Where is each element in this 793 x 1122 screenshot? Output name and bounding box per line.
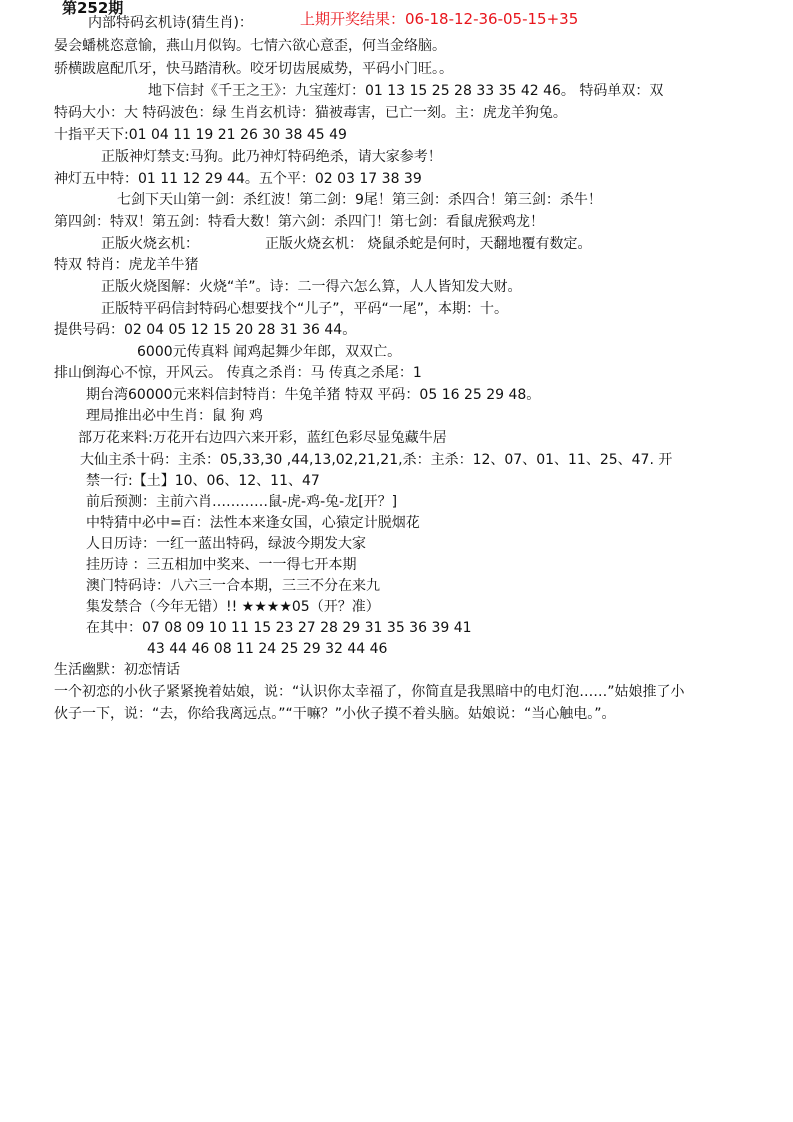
- text-line: 理局推出必中生肖：鼠 狗 鸡: [86, 408, 263, 424]
- text-line: 人日历诗：一红一蓝出特码，绿波今期发大家: [86, 536, 366, 552]
- text-line: 特双 特肖：虎龙羊牛猪: [54, 257, 199, 273]
- text-line: 期台湾60000元来料信封特肖：牛兔羊猪 特双 平码：05 16 25 29 48。: [86, 387, 541, 403]
- text-line: 神灯五中特：01 11 12 29 44。五个平：02 03 17 38 39: [54, 171, 422, 187]
- text-line: 正版特平码信封特码心想要找个“儿子”，平码“一尾”，本期：十。: [101, 301, 509, 317]
- text-line: 骄横跋扈配爪牙，快马踏清秋。咬牙切齿展威势，平码小门旺。。: [54, 61, 453, 77]
- text-line: 特码大小：大 特码波色：绿 生肖玄机诗：猫被毒害，已亡一刻。主：虎龙羊狗兔。: [54, 105, 567, 121]
- text-line: 禁一行:【土】10、06、12、11、47: [86, 473, 320, 489]
- text-line: 43 44 46 08 11 24 25 29 32 44 46: [147, 641, 388, 657]
- text-line: 正版神灯禁支:马狗。此乃神灯特码绝杀，请大家参考！: [101, 149, 442, 165]
- text-line: 大仙主杀十码：主杀：05,33,30 ,44,13,02,21,21,杀：主杀：12、07、01、11、25、47. 开: [80, 452, 673, 468]
- text-line: 十指平天下:01 04 11 19 21 26 30 38 45 49: [54, 127, 347, 143]
- text-line: 集发禁合（今年无错）!! ★★★★05（开？准）: [86, 599, 380, 615]
- text-line: 一个初恋的小伙子紧紧挽着姑娘，说：“认识你太幸福了，你简直是我黑暗中的电灯泡……”姑娘推了小: [54, 684, 685, 700]
- text-line: 地下信封《千王之王》：九宝莲灯：01 13 15 25 28 33 35 42 46。 特码单双：双: [148, 83, 664, 99]
- poem-title: 内部特码玄机诗(猜生肖)：: [88, 15, 253, 31]
- text-line: 七剑下天山第一剑：杀红波！第二剑：9尾！第三剑：杀四合！第三剑：杀牛！: [117, 192, 602, 208]
- text-line: 第四剑：特双！第五剑：特看大数！第六剑：杀四门！第七剑：看鼠虎猴鸡龙！: [54, 214, 544, 230]
- text-line: 挂历诗 ：三五相加中奖来、一一得七开本期: [86, 557, 357, 573]
- text-line: 提供号码：02 04 05 12 15 20 28 31 36 44。: [54, 322, 357, 338]
- text-line: 在其中：07 08 09 10 11 15 23 27 28 29 31 35 36 39 41: [86, 620, 472, 636]
- text-line: 部万花来料:万花开右边四六来开彩，蓝红色彩尽显兔藏牛居: [78, 430, 447, 446]
- issue-number: 第252期: [62, 0, 124, 17]
- last-result: 上期开奖结果：06-18-12-36-05-15+35: [300, 10, 579, 28]
- humor-title: 生活幽默：初恋情话: [54, 662, 180, 678]
- text-line: 中特猜中必中=百：法性本来逢女国，心猿定计脱烟花: [86, 515, 420, 531]
- text-line: 伙子一下，说：“去，你给我离远点。”“干嘛？”小伙子摸不着头脑。姑娘说：“当心触电。”。: [54, 706, 616, 722]
- text-line: 正版火烧玄机：: [101, 236, 199, 252]
- text-line: 前后预测：主前六肖…………鼠-虎-鸡-兔-龙[开？]: [86, 494, 398, 510]
- text-line: 正版火烧图解：火烧“羊”。诗：二一得六怎么算，人人皆知发大财。: [101, 279, 522, 295]
- text-line: 排山倒海心不惊，开风云。 传真之杀肖：马 传真之杀尾：1: [54, 365, 422, 381]
- text-line: 正版火烧玄机： 烧鼠杀蛇是何时，天翻地覆有数定。: [265, 236, 592, 252]
- text-line: 6000元传真料 闻鸡起舞少年郎，双双亡。: [137, 344, 402, 360]
- text-line: 晏会蟠桃恣意愉，燕山月似钩。七情六欲心意歪，何当金络脑。: [54, 38, 446, 54]
- text-line: 澳门特码诗：八六三一合本期，三三不分在来九: [86, 578, 380, 594]
